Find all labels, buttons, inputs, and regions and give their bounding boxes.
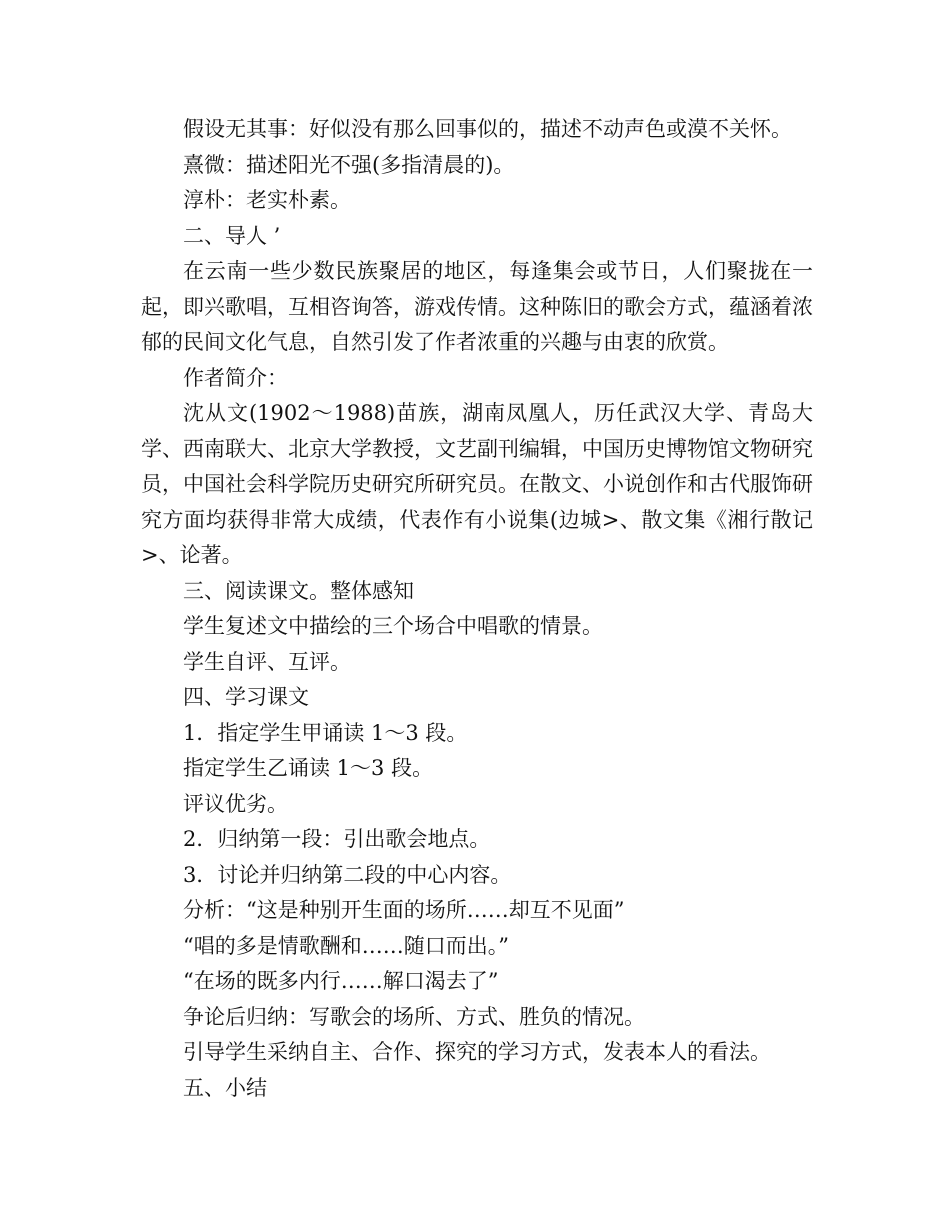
section-heading-summary: 五、小结 (183, 1075, 267, 1100)
subheading-author: 作者简介： (183, 365, 288, 390)
list-item-step-3: 3．讨论并归纳第二段的中心内容。 (183, 862, 512, 887)
quote-line-1: “唱的多是情歌酬和……随口而出。” (183, 933, 509, 958)
paragraph-summary-discussion: 争论后归纳：写歌会的场所、方式、胜负的情况。 (183, 1004, 645, 1029)
quote-line-2: “在场的既多内行……解口渴去了” (183, 969, 499, 993)
list-item-compare: 评议优劣。 (183, 791, 288, 816)
paragraph-definition-xiwei: 熹微：描述阳光不强(多指清晨的)。 (183, 152, 515, 177)
paragraph-self-evaluate: 学生自评、互评。 (183, 649, 351, 674)
paragraph-definition-chunpu: 淳朴：老实朴素。 (183, 188, 351, 212)
list-item-step-1b: 指定学生乙诵读 1～3 段。 (183, 756, 434, 780)
list-item-step-2: 2．归纳第一段：引出歌会地点。 (183, 827, 491, 851)
document-page (141, 112, 813, 1106)
list-item-step-1: 1．指定学生甲诵读 1～3 段。 (183, 720, 468, 745)
paragraph-intro-body: 在云南一些少数民族聚居的地区，每逢集会或节日，人们聚拢在一起，即兴歌唱，互相咨询答，游戏传情。这种陈旧的歌会方式，蕴涵着浓郁的民间文化气息，自然引发了作者浓重的兴趣与由衷的欣赏。 (141, 259, 813, 354)
section-heading-intro: 二、导人 ’ (183, 223, 281, 248)
section-heading-reading: 三、阅读课文。整体感知 (183, 578, 414, 603)
paragraph-guidance: 引导学生采纳自主、合作、探究的学习方式，发表本人的看法。 (183, 1040, 771, 1064)
section-heading-study: 四、学习课文 (183, 685, 309, 709)
paragraph-retell: 学生复述文中描绘的三个场合中唱歌的情景。 (183, 614, 603, 638)
paragraph-analysis: 分析：“这是种别开生面的场所……却互不见面” (183, 898, 625, 922)
paragraph-definition-jiashe: 假设无其事：好似没有那么回事似的，描述不动声色或漠不关怀。 (183, 117, 792, 141)
paragraph-author-bio: 沈从文(1902～1988)苗族，湖南凤凰人，历任武汉大学、青岛大学、西南联大、北京大学教授，文艺副刊编辑，中国历史博物馆文物研究员，中国社会科学院历史研究所研究员。在散文、小说创作和古代服饰研究方面均获得非常大成绩，代表作有小说集(边城>、散文集《湘行散记>、论著。 (141, 401, 813, 567)
